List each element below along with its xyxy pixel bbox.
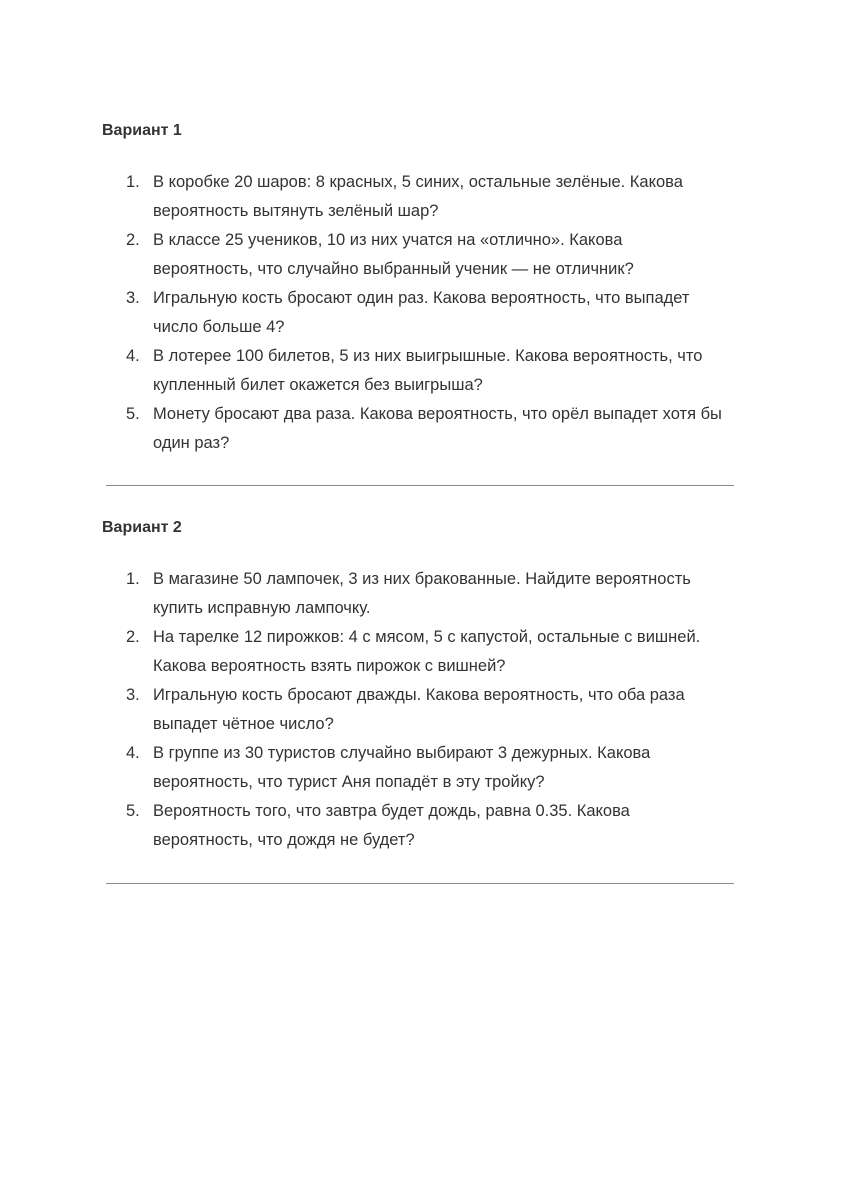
task-number: 4. bbox=[126, 744, 140, 762]
task-number: 1. bbox=[126, 173, 140, 191]
task-text: В группе из 30 туристов случайно выбирают 3 дежурных. Какова вероятность, что турист Аня попадёт в эту тройку? bbox=[153, 744, 651, 791]
task-number: 2. bbox=[126, 231, 140, 249]
task-number: 5. bbox=[126, 405, 140, 423]
task-number: 3. bbox=[126, 686, 140, 704]
task-number: 3. bbox=[126, 289, 140, 307]
variant-1-section bbox=[102, 121, 742, 141]
task-text: В лотерее 100 билетов, 5 из них выигрышные. Какова вероятность, что купленный билет окажется без выигрыша? bbox=[153, 347, 703, 394]
task-number: 1. bbox=[126, 570, 140, 588]
task-item bbox=[126, 739, 726, 797]
task-item bbox=[126, 168, 726, 226]
section-divider bbox=[106, 485, 734, 486]
task-item bbox=[126, 681, 726, 739]
task-text: На тарелке 12 пирожков: 4 с мясом, 5 с капустой, остальные с вишней. Какова вероятность взять пирожок с вишней? bbox=[153, 628, 701, 675]
task-text: Игральную кость бросают один раз. Какова вероятность, что выпадет число больше 4? bbox=[153, 289, 690, 336]
variant-1-title: Вариант 1 bbox=[102, 122, 182, 139]
task-number: 4. bbox=[126, 347, 140, 365]
task-item bbox=[126, 797, 726, 855]
variant-2-task-list bbox=[126, 565, 726, 855]
task-text: Монету бросают два раза. Какова вероятность, что орёл выпадет хотя бы один раз? bbox=[153, 405, 722, 452]
task-item bbox=[126, 284, 726, 342]
task-item bbox=[126, 342, 726, 400]
variant-2-section bbox=[102, 518, 742, 538]
variant-1-task-list bbox=[126, 168, 726, 458]
task-text: В магазине 50 лампочек, 3 из них бракованные. Найдите вероятность купить исправную лампочку. bbox=[153, 570, 691, 617]
task-item bbox=[126, 623, 726, 681]
task-number: 2. bbox=[126, 628, 140, 646]
task-text: В классе 25 учеников, 10 из них учатся на «отлично». Какова вероятность, что случайно выбранный ученик — не отличник? bbox=[153, 231, 634, 278]
variant-2-title: Вариант 2 bbox=[102, 519, 182, 536]
task-text: Вероятность того, что завтра будет дождь, равна 0.35. Какова вероятность, что дождя не будет? bbox=[153, 802, 630, 849]
task-text: Игральную кость бросают дважды. Какова вероятность, что оба раза выпадет чётное число? bbox=[153, 686, 685, 733]
section-divider bbox=[106, 883, 734, 884]
task-number: 5. bbox=[126, 802, 140, 820]
task-text: В коробке 20 шаров: 8 красных, 5 синих, остальные зелёные. Какова вероятность вытянуть зелёный шар? bbox=[153, 173, 683, 220]
task-item bbox=[126, 226, 726, 284]
task-item bbox=[126, 400, 726, 458]
task-item bbox=[126, 565, 726, 623]
